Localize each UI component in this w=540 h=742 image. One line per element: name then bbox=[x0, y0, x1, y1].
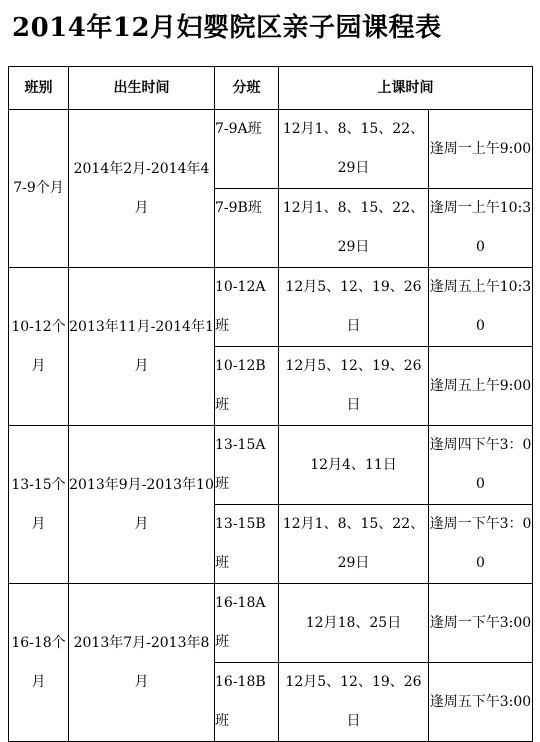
class-id: 16-18B班 bbox=[215, 663, 279, 742]
class-id: 13-15B班 bbox=[215, 505, 279, 584]
class-time: 逢周一下午3:00 bbox=[429, 584, 533, 663]
class-dates: 12月4、11日 bbox=[279, 426, 429, 505]
header-group: 班别 bbox=[9, 67, 69, 110]
header-time: 上课时间 bbox=[279, 67, 533, 110]
table-row bbox=[9, 584, 533, 663]
birth-range: 2014年2月-2014年4月 bbox=[69, 110, 215, 268]
group-name: 16-18个月 bbox=[9, 584, 69, 742]
class-time: 逢周一下午3：00 bbox=[429, 505, 533, 584]
birth-range: 2013年7月-2013年8月 bbox=[69, 584, 215, 742]
birth-range: 2013年9月-2013年10月 bbox=[69, 426, 215, 584]
class-id: 10-12A班 bbox=[215, 268, 279, 347]
class-dates: 12月18、25日 bbox=[279, 584, 429, 663]
class-id: 7-9A班 bbox=[215, 110, 279, 189]
class-id: 13-15A班 bbox=[215, 426, 279, 505]
schedule-table bbox=[8, 66, 533, 742]
header-class: 分班 bbox=[215, 67, 279, 110]
class-time: 逢周五上午9:00 bbox=[429, 347, 533, 426]
header-birth: 出生时间 bbox=[69, 67, 215, 110]
class-dates: 12月5、12、19、26日 bbox=[279, 268, 429, 347]
group-name: 10-12个月 bbox=[9, 268, 69, 426]
class-dates: 12月1、8、15、22、29日 bbox=[279, 189, 429, 268]
header-row bbox=[9, 67, 533, 110]
class-time: 逢周四下午3：00 bbox=[429, 426, 533, 505]
class-id: 10-12B班 bbox=[215, 347, 279, 426]
class-id: 7-9B班 bbox=[215, 189, 279, 268]
class-dates: 12月1、8、15、22、29日 bbox=[279, 110, 429, 189]
table-row bbox=[9, 268, 533, 347]
class-time: 逢周五下午3:00 bbox=[429, 663, 533, 742]
group-name: 7-9个月 bbox=[9, 110, 69, 268]
class-id: 16-18A班 bbox=[215, 584, 279, 663]
page-title: 2014年12月妇婴院区亲子园课程表 bbox=[12, 13, 442, 43]
class-dates: 12月1、8、15、22、29日 bbox=[279, 505, 429, 584]
table-row bbox=[9, 426, 533, 505]
class-time: 逢周一上午10:30 bbox=[429, 189, 533, 268]
class-dates: 12月5、12、19、26日 bbox=[279, 347, 429, 426]
table-row bbox=[9, 110, 533, 189]
birth-range: 2013年11月-2014年1月 bbox=[69, 268, 215, 426]
class-time: 逢周一上午9:00 bbox=[429, 110, 533, 189]
group-name: 13-15个月 bbox=[9, 426, 69, 584]
class-time: 逢周五上午10:30 bbox=[429, 268, 533, 347]
class-dates: 12月5、12、19、26日 bbox=[279, 663, 429, 742]
